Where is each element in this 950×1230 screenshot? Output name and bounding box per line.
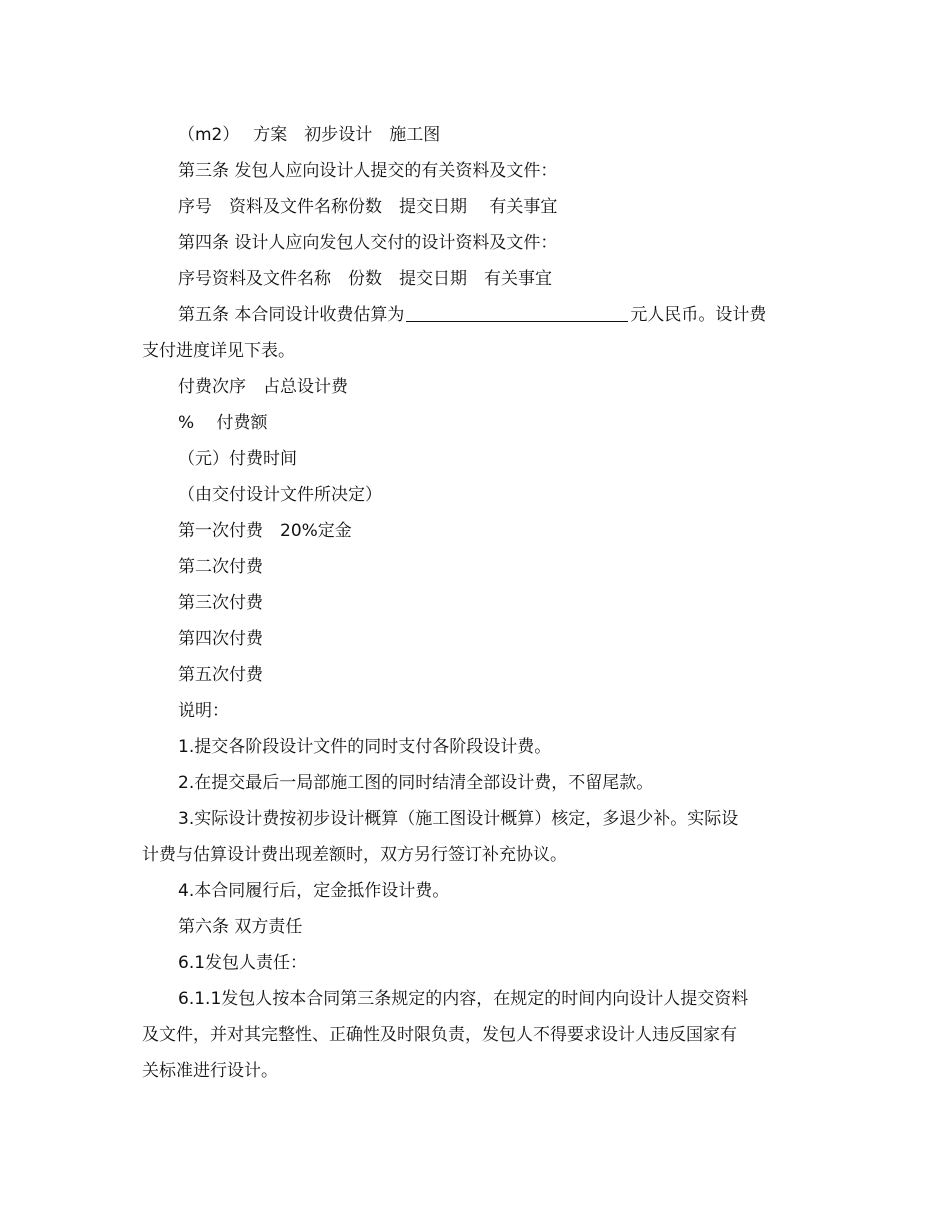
payment-row-3: 第三次付费 [178, 593, 263, 613]
note-3-line-1: 3.实际设计费按初步设计概算（施工图设计概算）核定，多退少补。实际设 [178, 809, 739, 829]
payment-table-header-4: （由交付设计文件所决定） [178, 485, 382, 505]
note-3-line-2: 计费与估算设计费出现差额时，双方另行签订补充协议。 [142, 845, 567, 865]
payment-table-header-2: % 付费额 [178, 413, 268, 433]
payment-row-5: 第五次付费 [178, 665, 263, 685]
section-6-1-heading: 6.1发包人责任： [178, 953, 308, 973]
payment-table-header-1: 付费次序 占总设计费 [178, 377, 348, 397]
payment-row-2: 第二次付费 [178, 557, 263, 577]
article-4-table-header: 序号资料及文件名称 份数 提交日期 有关事宜 [178, 269, 552, 289]
note-1: 1.提交各阶段设计文件的同时支付各阶段设计费。 [178, 737, 552, 757]
article-5-line [142, 297, 810, 333]
clause-6-1-1-line-3: 关标准进行设计。 [142, 1061, 278, 1081]
note-2: 2.在提交最后一局部施工图的同时结清全部设计费，不留尾款。 [178, 773, 654, 793]
fee-blank [406, 302, 628, 322]
note-4: 4.本合同履行后，定金抵作设计费。 [178, 881, 450, 901]
article-5-prefix: 第五条 本合同设计收费估算为 [178, 305, 405, 325]
payment-table-header-3: （元）付费时间 [178, 449, 297, 469]
payment-row-1: 第一次付费 20%定金 [178, 521, 352, 541]
payment-row-4: 第四次付费 [178, 629, 263, 649]
article-6-heading: 第六条 双方责任 [178, 917, 303, 937]
article-3-table-header: 序号 资料及文件名称份数 提交日期 有关事宜 [178, 197, 558, 217]
article-5-suffix: 元人民币。设计费 [630, 305, 767, 325]
clause-6-1-1-line-2: 及文件，并对其完整性、正确性及时限负责，发包人不得要求设计人违反国家有 [142, 1025, 737, 1045]
notes-heading: 说明： [178, 701, 229, 721]
article-3-heading: 第三条 发包人应向设计人提交的有关资料及文件： [178, 161, 558, 181]
clause-6-1-1-line-1: 6.1.1发包人按本合同第三条规定的内容，在规定的时间内向设计人提交资料 [178, 989, 749, 1009]
table-header-area: （m2） 方案 初步设计 施工图 [178, 125, 441, 145]
document-body [142, 117, 810, 1089]
article-4-heading: 第四条 设计人应向发包人交付的设计资料及文件： [178, 233, 558, 253]
article-5-continuation: 支付进度详见下表。 [142, 341, 295, 361]
